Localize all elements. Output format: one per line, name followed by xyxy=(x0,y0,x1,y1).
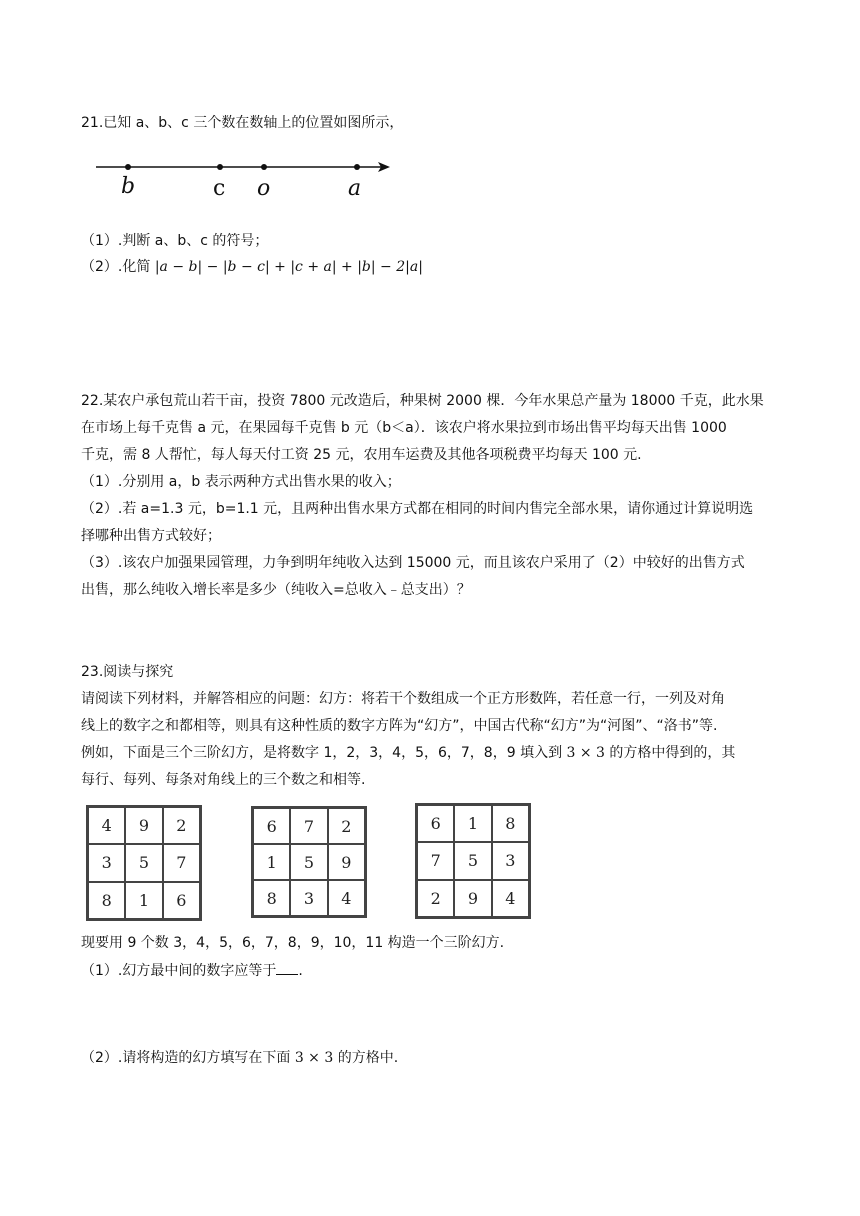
number-line-axis xyxy=(94,158,394,178)
q22-part2-line2: 择哪种出售方式较好； xyxy=(81,528,221,544)
q23-part1 xyxy=(81,961,303,980)
magic-square-cell: 5 xyxy=(290,844,327,880)
q21-part1: （1）.判断 a、b、c 的符号； xyxy=(81,233,269,249)
q23-line2: 线上的数字之和都相等，则具有这种性质的数字方阵为“幻方”，中国古代称“幻方”为“河图”、“洛书”等. xyxy=(81,718,718,734)
magic-square-cell: 8 xyxy=(492,805,529,842)
q22-part3-line1: （3）.该农户加强果园管理，力争到明年纯收入达到 15000 元，而且该农户采用了（2）中较好的出售方式 xyxy=(81,555,745,571)
q23-part1-text: （1）.幻方最中间的数字应等于 xyxy=(81,963,277,979)
q21-part2-label: （2）.化简 xyxy=(81,259,155,275)
q22-line3: 千克，需 8 人帮忙，每人每天付工资 25 元，农用车运费及其他各项税费平均每天 100 元. xyxy=(81,447,642,463)
q21-title: 21.已知 a、b、c 三个数在数轴上的位置如图所示， xyxy=(81,115,404,131)
number-line xyxy=(94,158,394,201)
magic-square-cell: 3 xyxy=(492,842,529,879)
q23-line5: 现要用 9 个数 3，4，5，6，7，8，9，10，11 构造一个三阶幻方. xyxy=(81,935,505,951)
magic-square-cell: 4 xyxy=(328,880,365,916)
q23-line3 xyxy=(81,744,735,762)
magic-square-cell: 4 xyxy=(492,880,529,917)
q21-part2 xyxy=(81,258,423,276)
magic-square-cell: 6 xyxy=(163,882,200,919)
magic-square-cell: 3 xyxy=(88,844,125,881)
answer-blank xyxy=(276,961,298,975)
q23-grid-size: 3 × 3 xyxy=(566,745,605,761)
q22-part3-line2: 出售，那么纯收入增长率是多少（纯收入=总收入﹣总支出）？ xyxy=(81,582,471,598)
label-b: b xyxy=(121,174,136,199)
q23-part2-grid-size: 3 × 3 xyxy=(294,1050,334,1066)
magic-square-cell: 9 xyxy=(454,880,491,917)
magic-square-cell: 9 xyxy=(125,807,162,844)
magic-square-cell: 1 xyxy=(125,882,162,919)
magic-square-cell: 1 xyxy=(454,805,491,842)
magic-square-cell: 7 xyxy=(290,808,327,844)
q23-line1: 请阅读下列材料，并解答相应的问题：幻方：将若干个数组成一个正方形数阵，若任意一行，一列及对角 xyxy=(81,691,725,707)
magic-square-cell: 1 xyxy=(253,844,290,880)
magic-square-cell: 2 xyxy=(417,880,454,917)
q23-part1-end: . xyxy=(298,963,303,979)
q22-part1: （1）.分别用 a，b 表示两种方式出售水果的收入； xyxy=(81,474,401,490)
magic-square-cell: 7 xyxy=(163,844,200,881)
magic-square-cell: 4 xyxy=(88,807,125,844)
q23-part2-text: （2）.请将构造的幻方填写在下面 xyxy=(81,1050,295,1066)
magic-square-1 xyxy=(86,805,202,921)
magic-square-cell: 9 xyxy=(328,844,365,880)
q22-part2-line1: （2）.若 a=1.3 元，b=1.1 元，且两种出售水果方式都在相同的时间内售完全部水果，请你通过计算说明选 xyxy=(81,501,754,517)
q23-part2-end: 的方格中. xyxy=(333,1050,399,1066)
magic-square-cell: 6 xyxy=(253,808,290,844)
q23-line3-end: 的方格中得到的，其 xyxy=(604,745,736,761)
magic-square-cell: 2 xyxy=(163,807,200,844)
label-c: c xyxy=(213,176,226,201)
q23-line4: 每行、每列、每条对角线上的三个数之和相等. xyxy=(81,772,366,788)
q22-line1: 22.某农户承包荒山若干亩，投资 7800 元改造后，种果树 2000 棵．今年水果总产量为 18000 千克，此水果 xyxy=(81,393,764,409)
q23-line3-start: 例如，下面是三个三阶幻方，是将数字 1，2，3，4，5，6，7，8，9 填入到 xyxy=(81,745,567,761)
label-o: o xyxy=(257,176,271,201)
label-a: a xyxy=(348,176,362,201)
magic-square-cell: 5 xyxy=(125,844,162,881)
q21-expression: |a − b| − |b − c| + |c + a| + |b| − 2|a| xyxy=(154,259,423,275)
magic-square-2 xyxy=(251,806,367,918)
magic-square-cell: 5 xyxy=(454,842,491,879)
q23-part2 xyxy=(81,1049,398,1067)
magic-square-cell: 8 xyxy=(253,880,290,916)
magic-square-cell: 8 xyxy=(88,882,125,919)
magic-square-cell: 2 xyxy=(328,808,365,844)
magic-square-cell: 3 xyxy=(290,880,327,916)
q22-line2: 在市场上每千克售 a 元，在果园每千克售 b 元（b＜a）．该农户将水果拉到市场出售平均每天出售 1000 xyxy=(81,420,727,436)
magic-square-cell: 6 xyxy=(417,805,454,842)
magic-square-3 xyxy=(415,803,531,919)
q23-title: 23.阅读与探究 xyxy=(81,664,174,680)
magic-square-cell: 7 xyxy=(417,842,454,879)
